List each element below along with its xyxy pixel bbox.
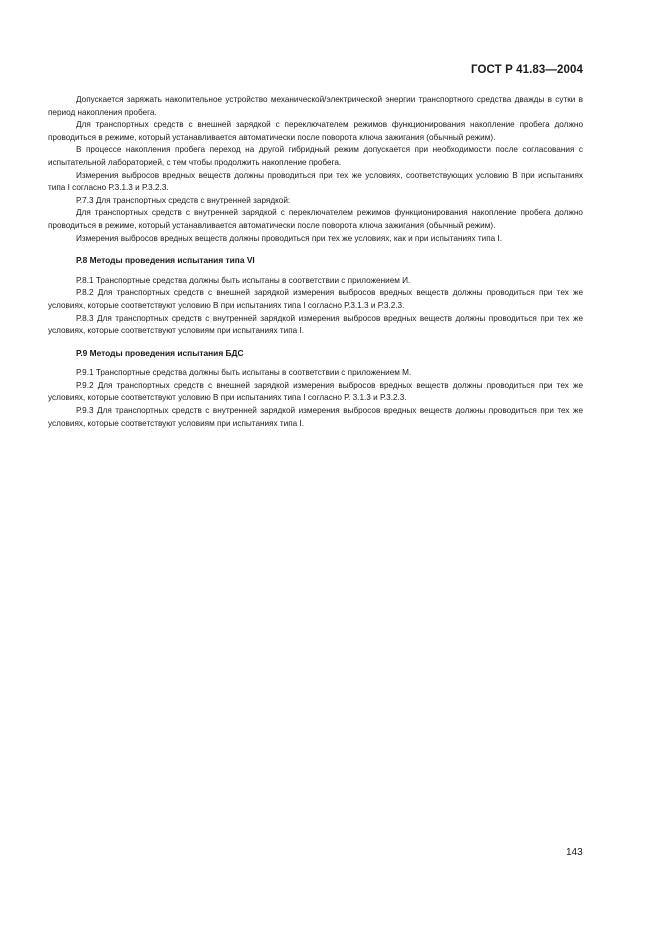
document-id-header: ГОСТ Р 41.83—2004 [471,64,583,76]
paragraph: Для транспортных средств с внешней зарядкой с переключателем режимов функционирования накопление пробега должно проводиться в режиме, который устанавливается автоматически после поворота ключа зажигания (обычный режим). [48,120,583,142]
section-heading-p8: Р.8 Методы проведения испытания типа VI [76,255,255,266]
paragraph: Р.9.1 Транспортные средства должны быть испытаны в соответствии с приложением М. [76,368,412,378]
paragraph: В процессе накопления пробега переход на другой гибридный режим допускается при необходимости после согласования с испытательной лабораторией, с тем чтобы продолжить накопление пробега. [48,145,583,167]
paragraph: Р.9.2 Для транспортных средств с внешней зарядкой измерения выбросов вредных веществ должны проводиться при тех же условиях, которые соответствуют условию В при испытаниях типа I согласно Р. 3.1.3 и Р.3.2.3. [48,380,583,403]
paragraph: Р.9.3 Для транспортных средств с внутренней зарядкой измерения выбросов вредных веществ должны проводиться при тех же условиях, которые соответствуют условиям при испытаниях типа I. [48,406,583,428]
paragraph: Измерения выбросов вредных веществ должны проводиться при тех же условиях, как и при испытаниях типа I. [76,233,503,243]
page-number: 143 [566,847,583,858]
paragraph: Р.8.3 Для транспортных средств с внутренней зарядкой измерения выбросов вредных веществ должны проводиться при тех же условиях, которые соответствуют условиям при испытаниях типа I. [48,313,583,336]
paragraph: Р.7.3 Для транспортных средств с внутренней зарядкой: [76,195,291,205]
document-body [48,94,583,430]
paragraph: Измерения выбросов вредных веществ должны проводиться при тех же условиях, соответствующих условию В при испытаниях типа I согласно Р.3.1.3 и Р.3.2.3. [48,170,583,193]
paragraph: Р.8.1 Транспортные средства должны быть испытаны в соответствии с приложением И. [76,275,411,285]
paragraph: Допускается заряжать накопительное устройство механической/электрической энергии транспортного средства дважды в сутки в период накопления пробега. [48,95,583,117]
paragraph: Для транспортных средств с внутренней зарядкой с переключателем режимов функционирования накопление пробега должно проводиться в режиме, который устанавливается автоматически после поворота ключа зажигания (обычный режим). [48,208,583,230]
paragraph: Р.8.2 Для транспортных средств с внешней зарядкой измерения выбросов вредных веществ должны проводиться при тех же условиях, которые соответствуют условию В при испытаниях типа I согласно Р.3.1.3 и Р.3.2.3. [48,288,583,310]
section-heading-p9: Р.9 Методы проведения испытания БДС [76,347,244,358]
